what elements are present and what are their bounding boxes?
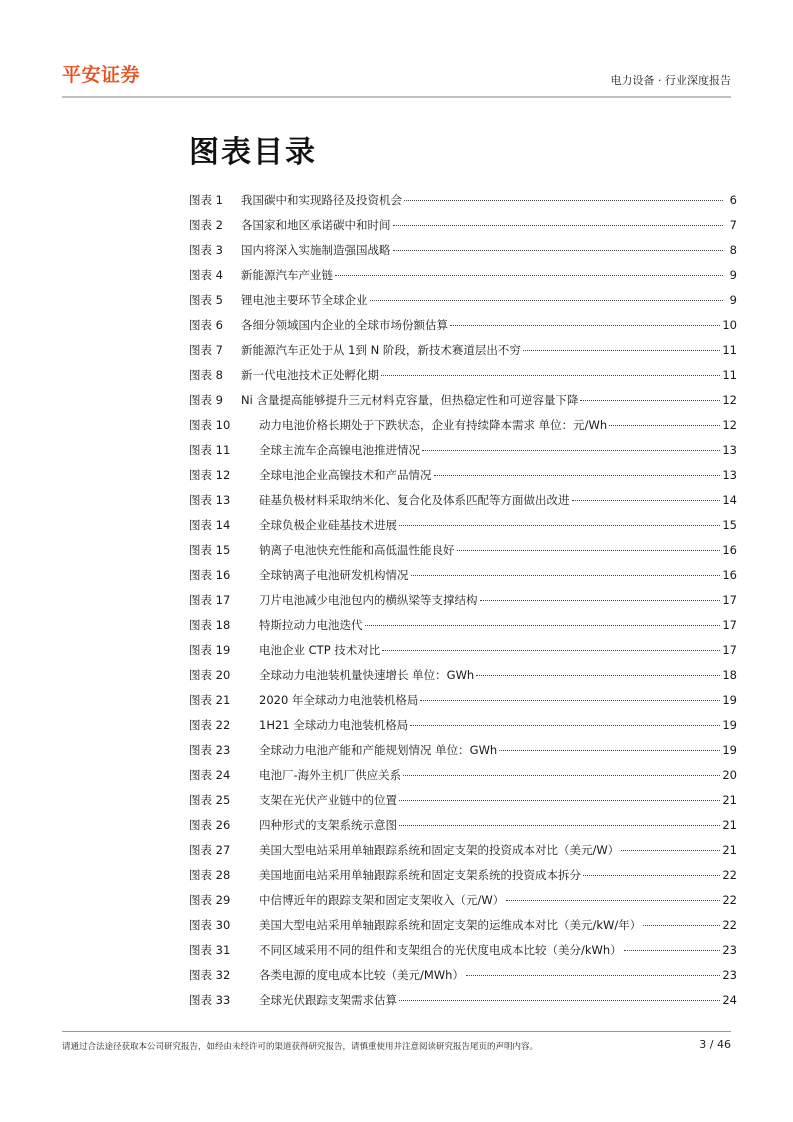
toc-entry-title[interactable]: 支架在光伏产业链中的位置 <box>259 793 397 807</box>
toc-entry[interactable] <box>189 465 737 490</box>
toc-entry-number: 图表 28 <box>189 868 231 882</box>
toc-entry[interactable] <box>189 765 737 790</box>
toc-entry[interactable] <box>189 440 737 465</box>
toc-dot-leader <box>580 399 720 401</box>
footer-divider <box>62 1031 731 1032</box>
toc-entry-title[interactable]: 锂电池主要环节全球企业 <box>241 293 368 307</box>
toc-entry-page[interactable]: 18 <box>722 668 737 682</box>
toc-entry-number: 图表 26 <box>189 818 231 832</box>
toc-entry-title[interactable]: 新能源汽车产业链 <box>241 268 333 282</box>
toc-entry-number: 图表 27 <box>189 843 231 857</box>
toc-entry-number: 图表 25 <box>189 793 231 807</box>
toc-entry-title[interactable]: 电池厂-海外主机厂供应关系 <box>259 768 402 782</box>
toc-entry[interactable] <box>189 190 737 215</box>
toc-entry-page[interactable]: 22 <box>722 893 737 907</box>
toc-entry-title[interactable]: 我国碳中和实现路径及投资机会 <box>241 193 402 207</box>
toc-entry-page[interactable]: 21 <box>722 843 737 857</box>
toc-entry-title[interactable]: Ni 含量提高能够提升三元材料克容量，但热稳定性和可逆容量下降 <box>241 393 579 407</box>
toc-dot-leader <box>422 449 720 451</box>
toc-entry[interactable] <box>189 340 737 365</box>
toc-entry-title[interactable]: 电池企业 CTP 技术对比 <box>259 643 381 657</box>
toc-entry-title[interactable]: 国内将深入实施制造强国战略 <box>241 243 391 257</box>
toc-dot-leader <box>572 499 721 501</box>
toc-entry[interactable] <box>189 290 737 315</box>
toc-dot-leader <box>399 799 720 801</box>
toc-entry[interactable] <box>189 590 737 615</box>
toc-entry-page[interactable]: 6 <box>729 193 737 207</box>
toc-entry-page[interactable]: 16 <box>722 568 737 582</box>
toc-entry[interactable] <box>189 990 737 1015</box>
toc-entry-title[interactable]: 硅基负极材料采取纳米化、复合化及体系匹配等方面做出改进 <box>259 493 570 507</box>
toc-dot-leader <box>583 874 720 876</box>
toc-entry-page[interactable]: 10 <box>722 318 737 332</box>
toc-entry-page[interactable]: 8 <box>729 243 737 257</box>
toc-entry-page[interactable]: 7 <box>729 218 737 232</box>
toc-dot-leader <box>506 899 720 901</box>
brand-logo: 平安证券 <box>62 64 141 86</box>
toc-entry-page[interactable]: 15 <box>722 518 737 532</box>
toc-dot-leader <box>643 924 720 926</box>
toc-entry-title[interactable]: 全球电池企业高镍技术和产品情况 <box>259 468 432 482</box>
toc-dot-leader <box>466 974 720 976</box>
toc-entry-number: 图表 21 <box>189 693 231 707</box>
toc-entry-number: 图表 31 <box>189 943 231 957</box>
toc-entry-number: 图表 13 <box>189 493 231 507</box>
toc-entry-title[interactable]: 不同区域采用不同的组件和支架组合的光伏度电成本比较（美分/kWh） <box>259 943 622 957</box>
toc-entry-page[interactable]: 9 <box>729 293 737 307</box>
toc-entry-page[interactable]: 14 <box>722 493 737 507</box>
toc-entry-title[interactable]: 各国家和地区承诺碳中和时间 <box>241 218 391 232</box>
toc-entry-title[interactable]: 各细分领域国内企业的全球市场份额估算 <box>241 318 448 332</box>
toc-dot-leader <box>411 574 721 576</box>
toc-dot-leader <box>434 474 721 476</box>
toc-entry[interactable] <box>189 565 737 590</box>
toc-entry-page[interactable]: 9 <box>729 268 737 282</box>
toc-entry-title[interactable]: 特斯拉动力电池迭代 <box>259 618 363 632</box>
toc-entry-page[interactable]: 24 <box>722 993 737 1007</box>
toc-entry-number: 图表 20 <box>189 668 231 682</box>
toc-entry-title[interactable]: 中信博近年的跟踪支架和固定支架收入（元/W） <box>259 893 505 907</box>
toc-entry-number: 图表 1 <box>189 193 223 207</box>
toc-entry-number: 图表 7 <box>189 343 223 357</box>
toc-entry[interactable] <box>189 315 737 340</box>
toc-entry[interactable] <box>189 965 737 990</box>
toc-entry-title[interactable]: 美国大型电站采用单轴跟踪系统和固定支架的运维成本对比（美元/kW/年） <box>259 918 642 932</box>
toc-entry-page[interactable]: 17 <box>722 643 737 657</box>
toc-entry-page[interactable]: 12 <box>722 393 737 407</box>
toc-entry-title[interactable]: 新一代电池技术正处孵化期 <box>241 368 379 382</box>
toc-entry-title[interactable]: 美国大型电站采用单轴跟踪系统和固定支架的投资成本对比（美元/W） <box>259 843 620 857</box>
toc-entry-number: 图表 11 <box>189 443 231 457</box>
toc-entry-number: 图表 15 <box>189 543 231 557</box>
toc-dot-leader <box>410 724 720 726</box>
report-type-label: 电力设备 · 行业深度报告 <box>610 74 731 87</box>
toc-entry-number: 图表 14 <box>189 518 231 532</box>
toc-entry-number: 图表 3 <box>189 243 223 257</box>
toc-entry-title[interactable]: 刀片电池减少电池包内的横纵梁等支撑结构 <box>259 593 478 607</box>
toc-entry-title[interactable]: 2020 年全球动力电池装机格局 <box>259 693 419 707</box>
footer-disclaimer: 请通过合法途径获取本公司研究报告，如经由未经许可的渠道获得研究报告，请慎重使用并注意阅读研究报告尾页的声明内容。 <box>62 1042 539 1052</box>
toc-dot-leader <box>399 824 720 826</box>
toc-entry-title[interactable]: 全球光伏跟踪支架需求估算 <box>259 993 397 1007</box>
toc-dot-leader <box>399 524 720 526</box>
toc-entry-title[interactable]: 全球动力电池装机量快速增长 单位：GWh <box>259 668 475 682</box>
toc-entry-title[interactable]: 新能源汽车正处于从 1到 N 阶段，新技术赛道层出不穷 <box>241 343 521 357</box>
toc-entry-title[interactable]: 四种形式的支架系统示意图 <box>259 818 397 832</box>
toc-entry-number: 图表 22 <box>189 718 231 732</box>
toc-entry-number: 图表 33 <box>189 993 231 1007</box>
toc-entry-number: 图表 24 <box>189 768 231 782</box>
toc-entry[interactable] <box>189 665 737 690</box>
toc-entry[interactable] <box>189 490 737 515</box>
toc-entry-number: 图表 19 <box>189 643 231 657</box>
toc-entry[interactable] <box>189 790 737 815</box>
toc-entry-title[interactable]: 1H21 全球动力电池装机格局 <box>259 718 409 732</box>
toc-entry-page[interactable]: 22 <box>722 868 737 882</box>
toc-entry-page[interactable]: 22 <box>722 918 737 932</box>
toc-dot-leader <box>609 424 720 426</box>
toc-entry-number: 图表 2 <box>189 218 223 232</box>
page-title: 图表目录 <box>189 135 317 170</box>
toc-entry-title[interactable]: 美国地面电站采用单轴跟踪系统和固定支架系统的投资成本拆分 <box>259 868 581 882</box>
toc-dot-leader <box>624 949 721 951</box>
toc-dot-leader <box>621 849 720 851</box>
figure-table-of-contents <box>189 190 737 1015</box>
toc-entry-number: 图表 8 <box>189 368 223 382</box>
toc-entry-page[interactable]: 21 <box>722 793 737 807</box>
toc-entry-page[interactable]: 13 <box>722 443 737 457</box>
toc-entry-page[interactable]: 20 <box>722 768 737 782</box>
toc-dot-leader <box>381 374 720 376</box>
toc-entry-page[interactable]: 17 <box>722 593 737 607</box>
toc-entry[interactable] <box>189 890 737 915</box>
toc-entry[interactable] <box>189 865 737 890</box>
toc-entry-page[interactable]: 19 <box>722 718 737 732</box>
toc-entry-number: 图表 18 <box>189 618 231 632</box>
toc-dot-leader <box>457 549 721 551</box>
toc-entry[interactable] <box>189 690 737 715</box>
toc-entry-number: 图表 29 <box>189 893 231 907</box>
toc-entry-number: 图表 12 <box>189 468 231 482</box>
toc-entry[interactable] <box>189 240 737 265</box>
toc-entry[interactable] <box>189 415 737 440</box>
toc-entry-title[interactable]: 全球负极企业硅基技术进展 <box>259 518 397 532</box>
toc-entry-title[interactable]: 各类电源的度电成本比较（美元/MWh） <box>259 968 464 982</box>
toc-dot-leader <box>480 599 721 601</box>
toc-entry-number: 图表 17 <box>189 593 231 607</box>
toc-entry[interactable] <box>189 640 737 665</box>
toc-entry[interactable] <box>189 940 737 965</box>
toc-entry[interactable] <box>189 815 737 840</box>
toc-entry-title[interactable]: 全球主流车企高镍电池推进情况 <box>259 443 420 457</box>
toc-entry-title[interactable]: 全球钠离子电池研发机构情况 <box>259 568 409 582</box>
toc-dot-leader <box>420 699 720 701</box>
toc-entry-page[interactable]: 11 <box>722 368 737 382</box>
toc-dot-leader <box>499 749 720 751</box>
toc-entry-page[interactable]: 17 <box>722 618 737 632</box>
toc-entry-page[interactable]: 23 <box>722 968 737 982</box>
toc-dot-leader <box>365 624 721 626</box>
toc-entry[interactable] <box>189 915 737 940</box>
toc-dot-leader <box>450 324 720 326</box>
toc-entry[interactable] <box>189 365 737 390</box>
toc-dot-leader <box>335 274 723 276</box>
toc-entry-number: 图表 23 <box>189 743 231 757</box>
toc-entry-page[interactable]: 19 <box>722 743 737 757</box>
header-divider <box>62 96 731 98</box>
toc-entry-page[interactable]: 13 <box>722 468 737 482</box>
toc-entry-number: 图表 32 <box>189 968 231 982</box>
toc-dot-leader <box>370 299 724 301</box>
toc-entry-title[interactable]: 动力电池价格长期处于下跌状态，企业有持续降本需求 单位：元/Wh <box>259 418 608 432</box>
toc-entry-page[interactable]: 23 <box>722 943 737 957</box>
toc-dot-leader <box>393 224 724 226</box>
toc-entry[interactable] <box>189 390 737 415</box>
toc-entry-page[interactable]: 11 <box>722 343 737 357</box>
toc-entry[interactable] <box>189 265 737 290</box>
toc-entry[interactable] <box>189 615 737 640</box>
toc-entry[interactable] <box>189 740 737 765</box>
toc-entry-page[interactable]: 16 <box>722 543 737 557</box>
toc-entry-title[interactable]: 钠离子电池快充性能和高低温性能良好 <box>259 543 455 557</box>
toc-entry-page[interactable]: 21 <box>722 818 737 832</box>
toc-entry-number: 图表 5 <box>189 293 223 307</box>
toc-entry-number: 图表 30 <box>189 918 231 932</box>
toc-entry-number: 图表 10 <box>189 418 231 432</box>
toc-dot-leader <box>404 199 723 201</box>
toc-dot-leader <box>403 774 720 776</box>
toc-entry-page[interactable]: 12 <box>722 418 737 432</box>
toc-entry[interactable] <box>189 215 737 240</box>
toc-entry-number: 图表 6 <box>189 318 223 332</box>
toc-dot-leader <box>382 649 720 651</box>
toc-dot-leader <box>393 249 724 251</box>
toc-entry-number: 图表 9 <box>189 393 223 407</box>
toc-entry-title[interactable]: 全球动力电池产能和产能规划情况 单位：GWh <box>259 743 498 757</box>
toc-entry-page[interactable]: 19 <box>722 693 737 707</box>
page-number: 3 / 46 <box>699 1038 731 1051</box>
toc-dot-leader <box>476 674 720 676</box>
toc-entry[interactable] <box>189 715 737 740</box>
toc-dot-leader <box>523 349 720 351</box>
toc-entry[interactable] <box>189 540 737 565</box>
toc-entry-number: 图表 16 <box>189 568 231 582</box>
toc-entry[interactable] <box>189 840 737 865</box>
toc-dot-leader <box>399 999 720 1001</box>
toc-entry[interactable] <box>189 515 737 540</box>
toc-entry-number: 图表 4 <box>189 268 223 282</box>
